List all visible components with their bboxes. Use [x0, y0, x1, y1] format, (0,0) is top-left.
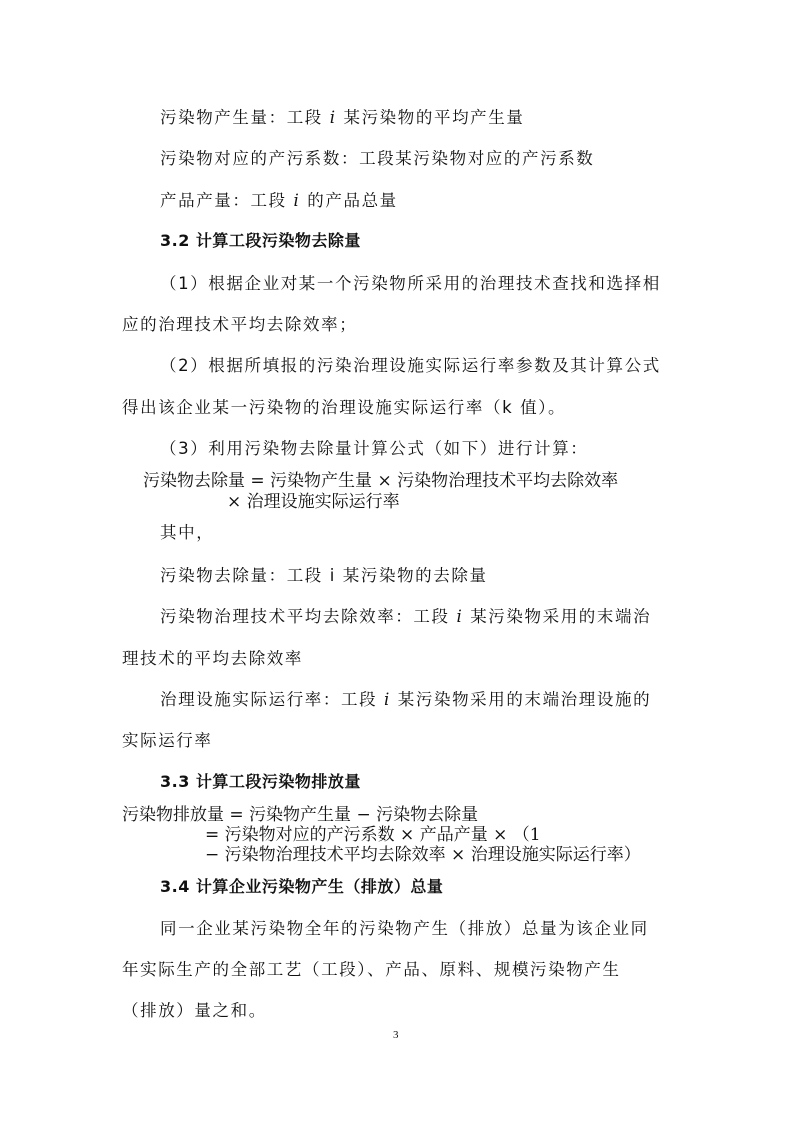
definition-coefficient: 污染物对应的产污系数：工段某污染物对应的产污系数 — [160, 149, 595, 168]
total-paragraph-line-3: （排放）量之和。 — [122, 1001, 267, 1020]
emission-formula-line-3: − 污染物治理技术平均去除效率 × 治理设施实际运行率） — [205, 845, 641, 865]
definition-removal-amount: 污染物去除量：工段 i 某污染物的去除量 — [160, 566, 488, 585]
step-3-line: （3）利用污染物去除量计算公式（如下）进行计算： — [160, 439, 589, 458]
definition-avg-efficiency-line-2: 理技术的平均去除效率 — [122, 649, 303, 668]
page-number: 3 — [393, 1029, 399, 1041]
step-1-line-2: 应的治理技术平均去除效率； — [122, 315, 358, 334]
step-1-line-1: （1）根据企业对某一个污染物所采用的治理技术查找和选择相 — [160, 274, 661, 293]
where-label: 其中， — [160, 523, 215, 542]
definition-product-output: 产品产量：工段 i 的产品总量 — [160, 191, 398, 210]
emission-formula-line-2: = 污染物对应的产污系数 × 产品产量 × （1 — [205, 825, 541, 845]
section-3-3-heading: 3.3 计算工段污染物排放量 — [160, 772, 361, 791]
total-paragraph-line-1: 同一企业某污染物全年的污染物产生（排放）总量为该企业同 — [160, 919, 649, 938]
removal-formula-line-2: × 治理设施实际运行率 — [227, 492, 400, 512]
removal-formula-line-1: 污染物去除量 = 污染物产生量 × 污染物治理技术平均去除效率 — [143, 471, 619, 491]
step-2-line-2: 得出该企业某一污染物的治理设施实际运行率（k 值）。 — [122, 398, 567, 417]
definition-operation-rate-line-2: 实际运行率 — [122, 731, 213, 750]
definition-produced-amount: 污染物产生量：工段 i 某污染物的平均产生量 — [160, 108, 525, 127]
total-paragraph-line-2: 年实际生产的全部工艺（工段）、产品、原料、规模污染物产生 — [122, 960, 621, 979]
step-2-line-1: （2）根据所填报的污染治理设施实际运行率参数及其计算公式 — [160, 356, 661, 375]
section-3-2-heading: 3.2 计算工段污染物去除量 — [160, 231, 361, 250]
definition-operation-rate-line-1: 治理设施实际运行率：工段 i 某污染物采用的末端治理设施的 — [160, 690, 652, 709]
definition-avg-efficiency-line-1: 污染物治理技术平均去除效率：工段 i 某污染物采用的末端治 — [160, 607, 652, 626]
emission-formula-line-1: 污染物排放量 = 污染物产生量 − 污染物去除量 — [122, 805, 479, 825]
section-3-4-heading: 3.4 计算企业污染物产生（排放）总量 — [160, 877, 444, 896]
